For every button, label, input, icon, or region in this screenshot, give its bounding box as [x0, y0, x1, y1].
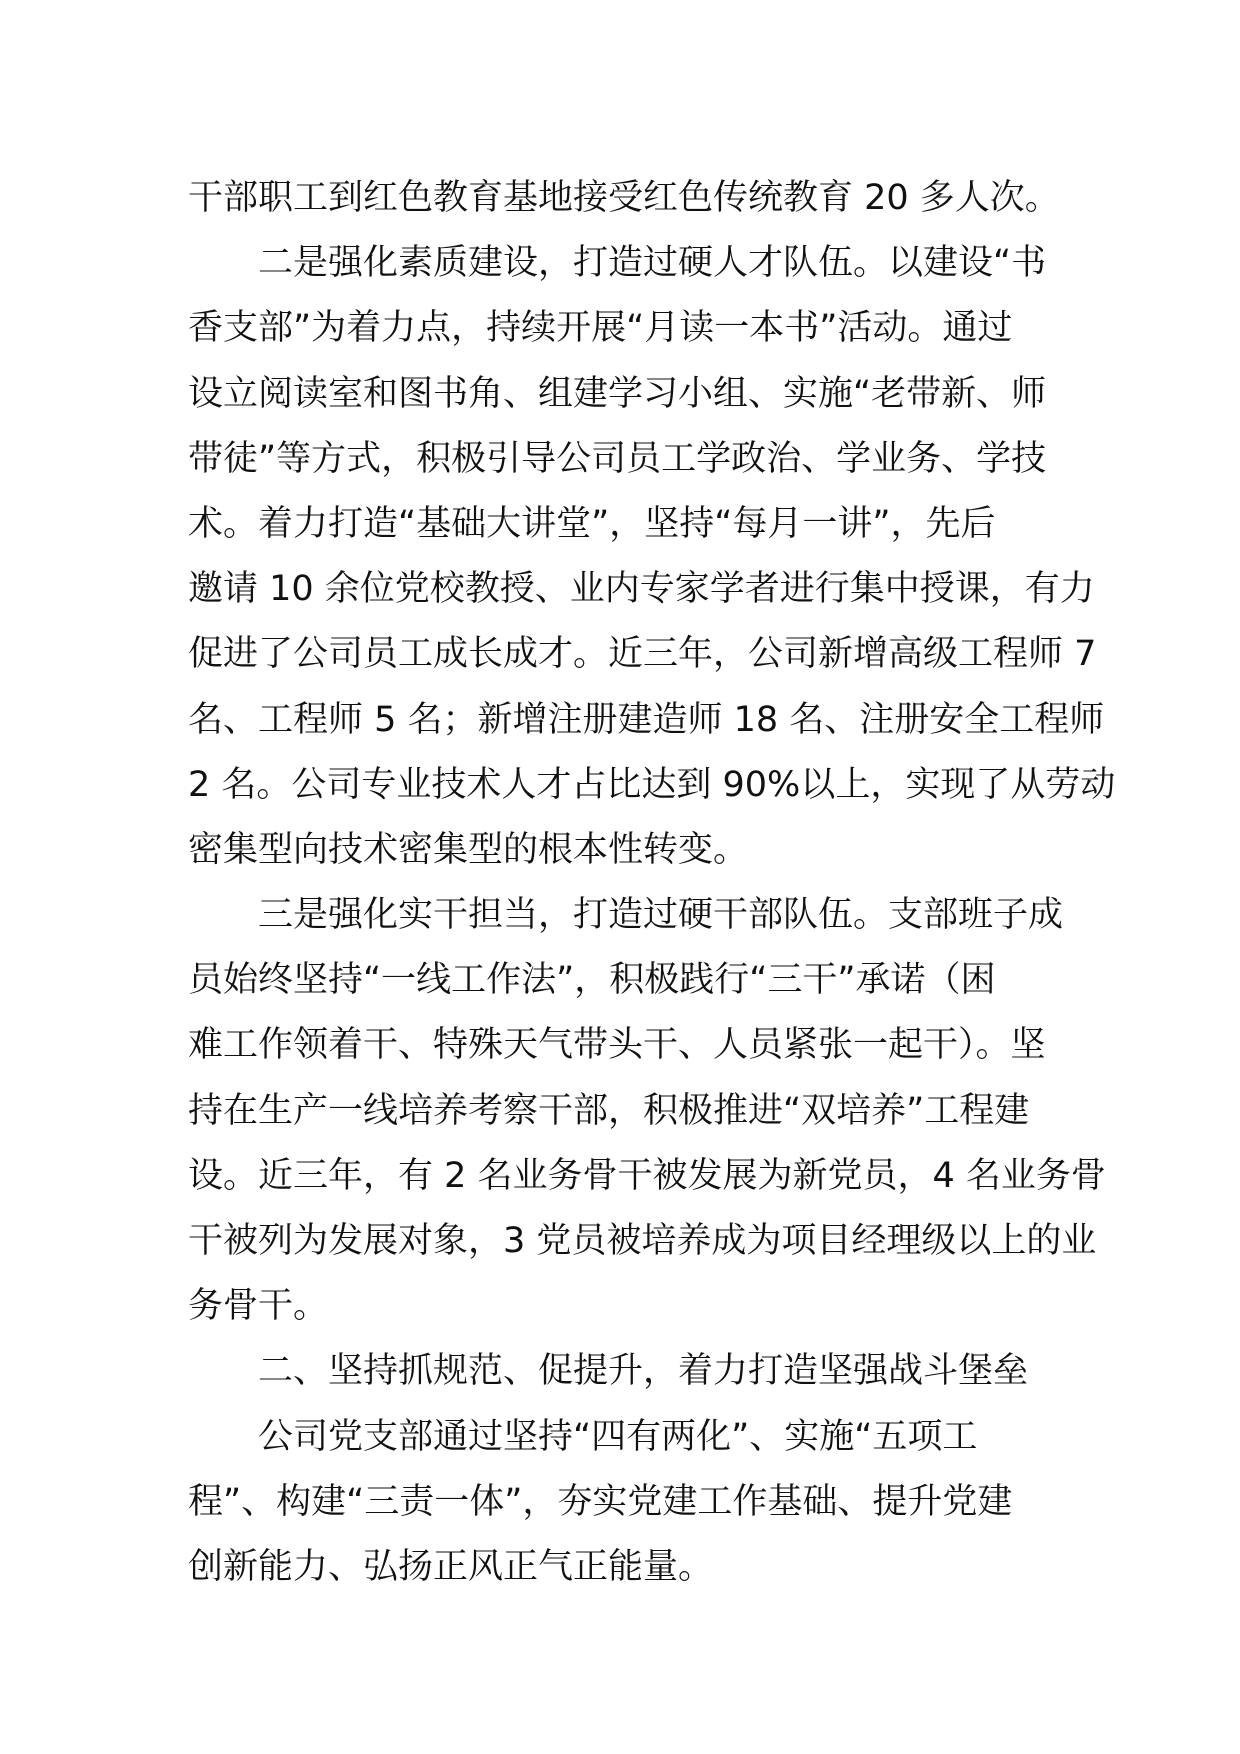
text-line-18: 务骨干。: [188, 1286, 329, 1327]
text-line-17: 干被列为发展对象，3 党员被培养成为项目经理级以上的业: [188, 1221, 1097, 1261]
text-line-15: 持在生产一线培养考察干部，积极推进“双培养”工程建: [188, 1090, 1030, 1131]
text-line-4: 设立阅读室和图书角、组建学习小组、实施“老带新、师: [188, 373, 1047, 414]
text-line-21: 程”、构建“三责一体”，夯实党建工作基础、提升党建: [188, 1481, 1013, 1522]
text-line-7: 邀请 10 余位党校教授、业内专家学者进行集中授课，有力: [188, 569, 1095, 610]
text-line-11: 密集型向技术密集型的根本性转变。: [188, 829, 749, 870]
text-line-20: 公司党支部通过坚持“四有两化”、实施“五项工: [258, 1416, 978, 1457]
text-line-14: 难工作领着干、特殊天气带头干、人员紧张一起干）。坚: [188, 1025, 1046, 1066]
text-line-8: 促进了公司员工成长成才。近三年，公司新增高级工程师 7: [188, 634, 1097, 675]
text-line-12: 三是强化实干担当，打造过硬干部队伍。支部班子成: [258, 895, 1064, 936]
text-line-1: 干部职工到红色教育基地接受红色传统教育 20 多人次。: [188, 178, 1060, 218]
text-line-2: 二是强化素质建设，打造过硬人才队伍。以建设“书: [258, 243, 1047, 284]
text-line-10: 2 名。公司专业技术人才占比达到 90%以上，实现了从劳动: [188, 764, 1116, 805]
text-line-13: 员始终坚持“一线工作法”，积极践行“三干”承诺（困: [188, 960, 996, 1001]
body-text: [188, 166, 1116, 1600]
text-line-3: 香支部”为着力点，持续开展“月读一本书”活动。通过: [188, 308, 1013, 349]
text-line-22: 创新能力、弘扬正风正气正能量。: [188, 1546, 714, 1587]
text-line-9: 名、工程师 5 名；新增注册建造师 18 名、注册安全工程师: [188, 699, 1105, 740]
text-line-16: 设。近三年，有 2 名业务骨干被发展为新党员，4 名业务骨: [188, 1155, 1106, 1196]
text-line-5: 带徒”等方式，积极引导公司员工学政治、学业务、学技: [188, 438, 1047, 479]
text-line-6: 术。着力打造“基础大讲堂”，坚持“每月一讲”，先后: [188, 503, 996, 544]
section-heading: 二、坚持抓规范、促提升，着力打造坚强战斗堡垒: [258, 1351, 1029, 1392]
